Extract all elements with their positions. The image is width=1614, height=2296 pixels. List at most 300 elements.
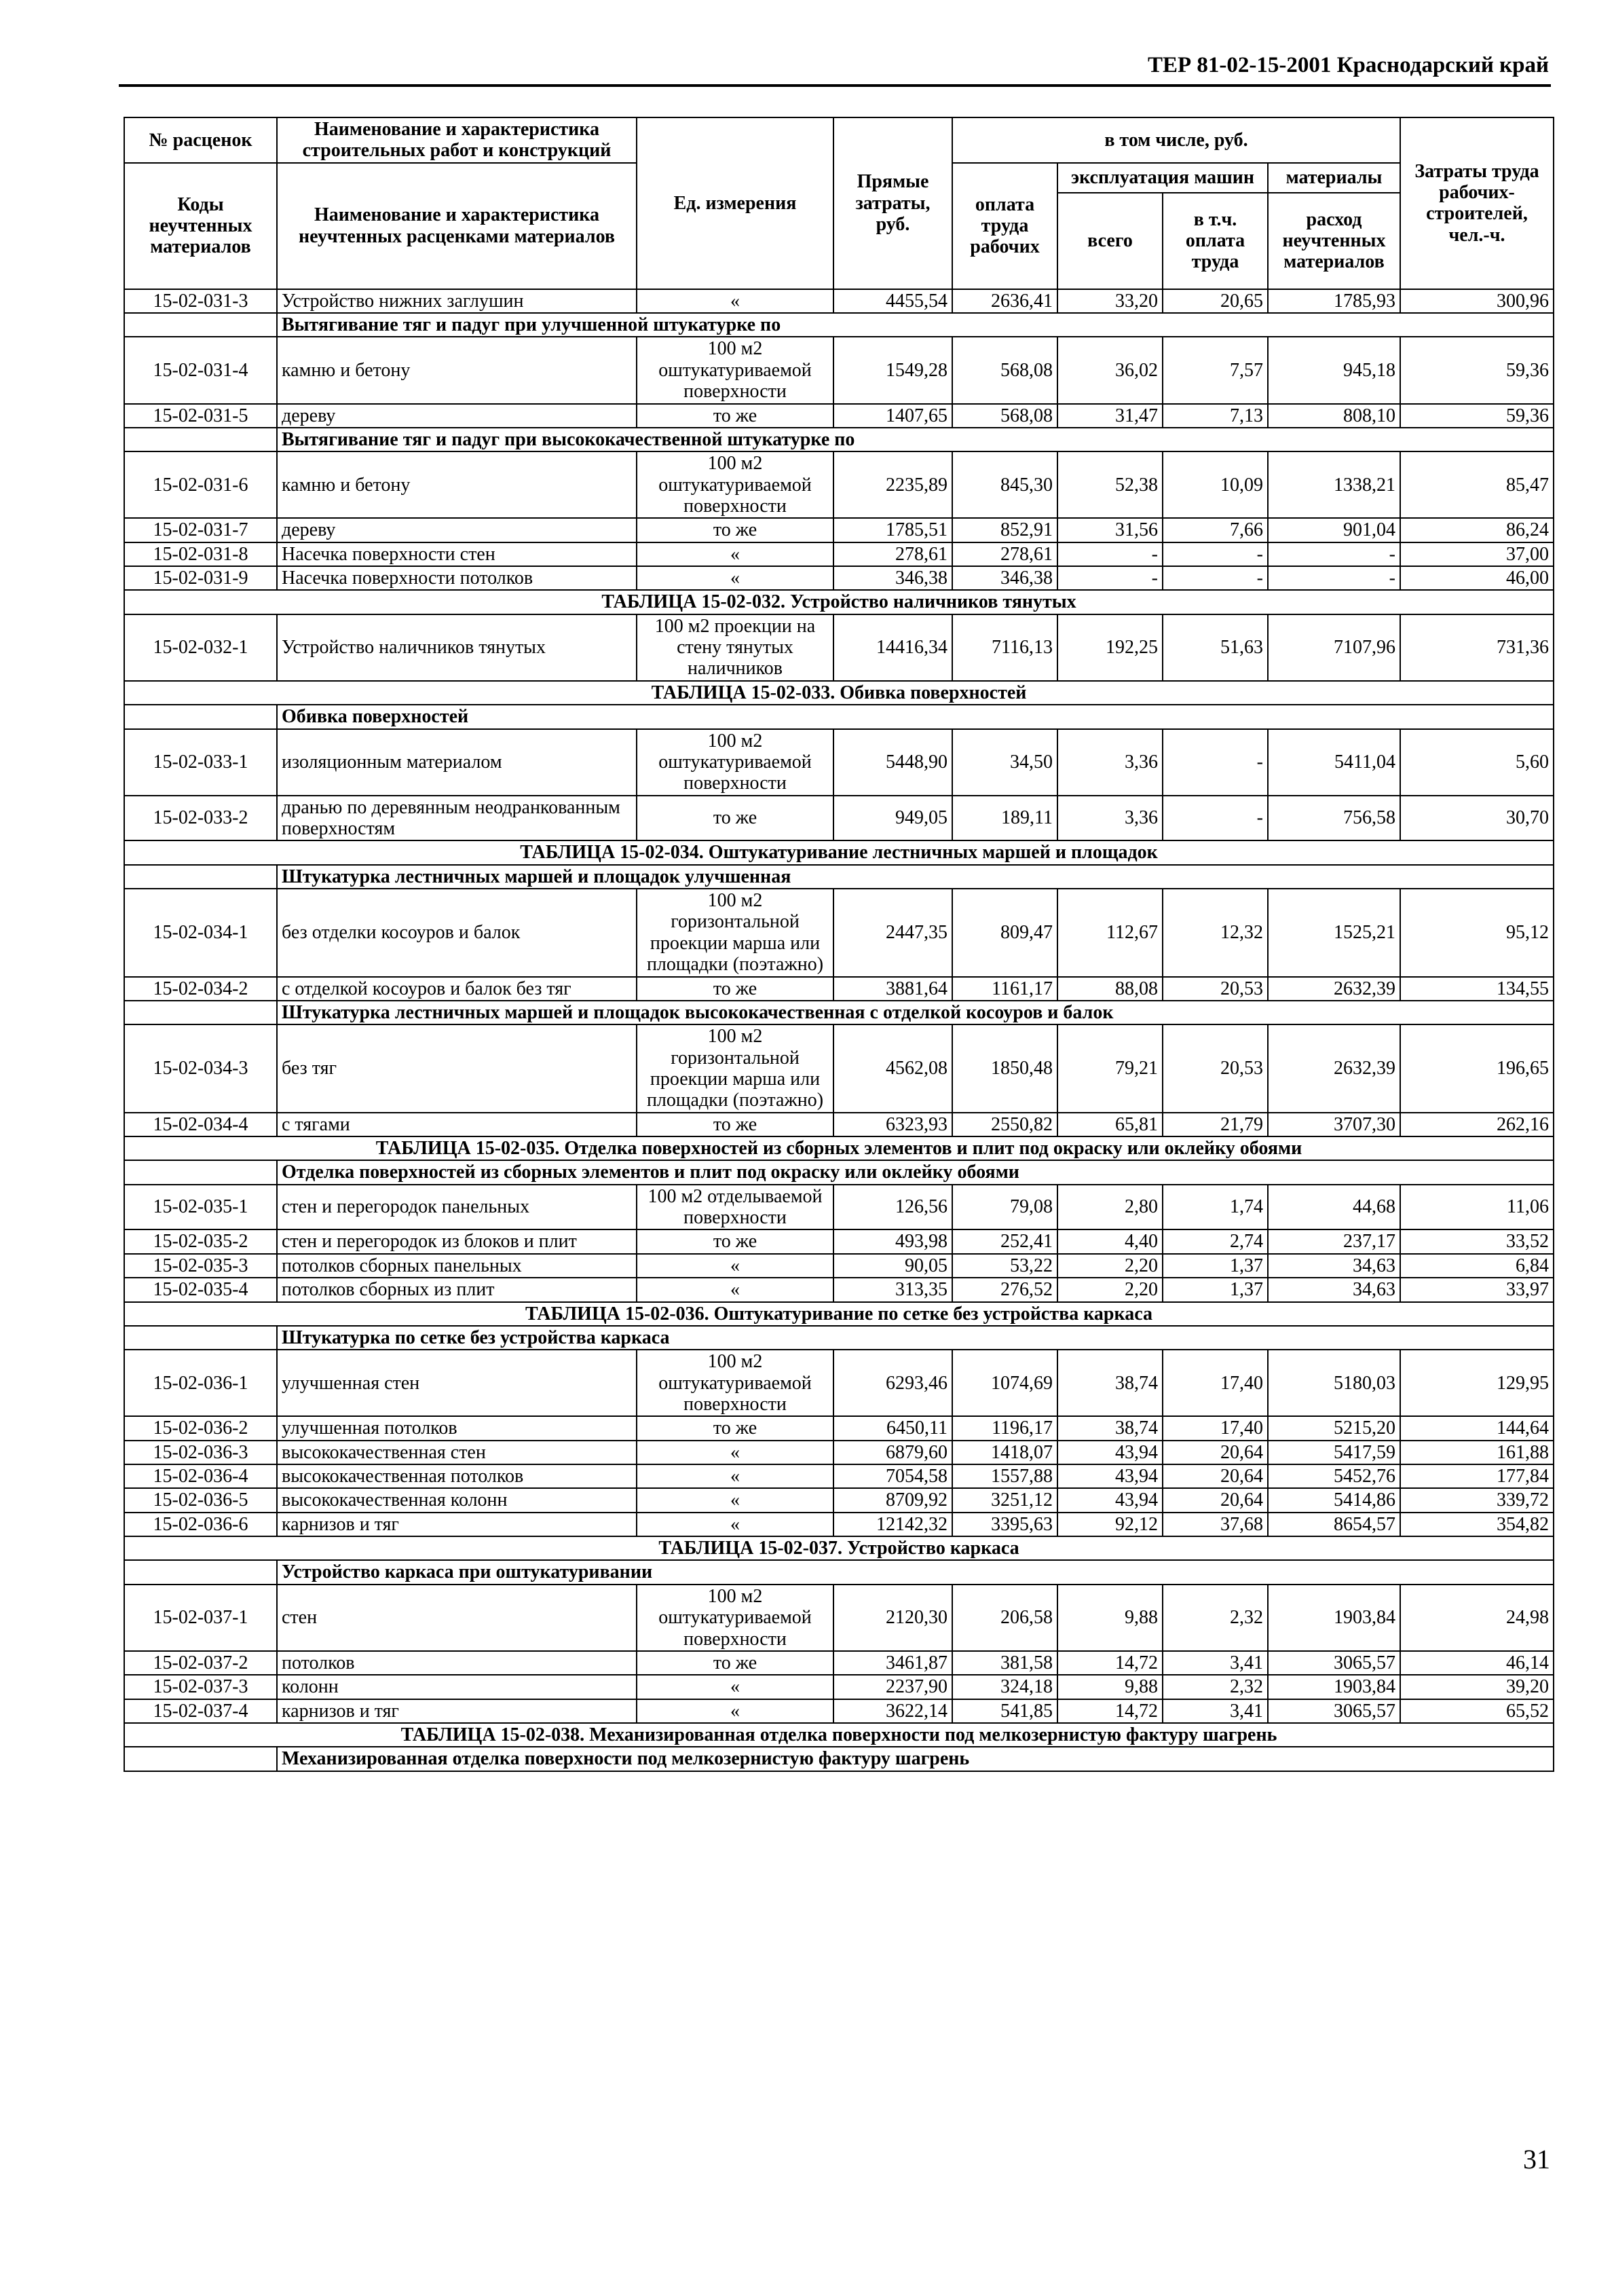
row-materials: - xyxy=(1268,566,1400,590)
row-machines-total: 92,12 xyxy=(1057,1513,1163,1536)
row-unit: 100 м2 горизонтальной проекции марша или площадки (поэтажно) xyxy=(637,1024,833,1112)
row-code: 15-02-036-6 xyxy=(124,1513,277,1536)
row-code: 15-02-031-4 xyxy=(124,337,277,403)
row-materials: 5411,04 xyxy=(1268,729,1400,796)
row-direct: 493,98 xyxy=(833,1229,952,1253)
group-code-cell xyxy=(124,705,277,728)
table-row xyxy=(124,404,1554,428)
row-machines-total: 3,36 xyxy=(1057,729,1163,796)
row-name: дереву xyxy=(277,404,637,428)
table-group-row xyxy=(124,1001,1554,1024)
row-machines-total: - xyxy=(1057,542,1163,566)
row-machines-labor: 2,32 xyxy=(1163,1675,1268,1699)
table-row xyxy=(124,1585,1554,1651)
row-machines-total: 112,67 xyxy=(1057,889,1163,976)
row-labor-cost: 86,24 xyxy=(1400,518,1554,542)
row-name: колонн xyxy=(277,1675,637,1699)
row-machines-labor: 7,13 xyxy=(1163,404,1268,428)
col-incl: в том числе, руб. xyxy=(952,117,1400,163)
group-code-cell xyxy=(124,1160,277,1184)
row-labor-cost: 24,98 xyxy=(1400,1585,1554,1651)
row-machines-labor: 7,57 xyxy=(1163,337,1268,403)
row-labor-cost: 262,16 xyxy=(1400,1113,1554,1136)
table-row xyxy=(124,518,1554,542)
row-machines-total: 31,47 xyxy=(1057,404,1163,428)
row-machines-total: 79,21 xyxy=(1057,1024,1163,1112)
table-row xyxy=(124,796,1554,841)
row-name: с отделкой косоуров и балок без тяг xyxy=(277,977,637,1001)
row-labor-pay: 541,85 xyxy=(952,1699,1057,1723)
group-code-cell xyxy=(124,1001,277,1024)
row-labor-cost: 196,65 xyxy=(1400,1024,1554,1112)
table-row xyxy=(124,1651,1554,1675)
row-direct: 2447,35 xyxy=(833,889,952,976)
col-name-bottom: Наименование и характеристика неучтенных расценками материалов xyxy=(277,163,637,289)
row-name: карнизов и тяг xyxy=(277,1699,637,1723)
row-machines-total: 43,94 xyxy=(1057,1464,1163,1488)
row-code: 15-02-034-2 xyxy=(124,977,277,1001)
row-direct: 313,35 xyxy=(833,1278,952,1301)
row-labor-cost: 37,00 xyxy=(1400,542,1554,566)
row-materials: 2632,39 xyxy=(1268,1024,1400,1112)
row-machines-labor: 2,74 xyxy=(1163,1229,1268,1253)
row-labor-pay: 1557,88 xyxy=(952,1464,1057,1488)
col-code-top: № расценок xyxy=(124,117,277,163)
row-machines-total: 2,20 xyxy=(1057,1254,1163,1278)
row-labor-cost: 339,72 xyxy=(1400,1488,1554,1512)
row-direct: 6450,11 xyxy=(833,1416,952,1440)
row-materials: 3065,57 xyxy=(1268,1651,1400,1675)
table-row xyxy=(124,614,1554,681)
row-direct: 90,05 xyxy=(833,1254,952,1278)
row-materials: 1338,21 xyxy=(1268,451,1400,518)
row-unit: 100 м2 оштукатуриваемой поверхности xyxy=(637,1350,833,1416)
table-section-title xyxy=(124,840,1554,864)
row-code: 15-02-036-1 xyxy=(124,1350,277,1416)
row-unit: « xyxy=(637,1513,833,1536)
row-labor-cost: 177,84 xyxy=(1400,1464,1554,1488)
row-name: стен и перегородок из блоков и плит xyxy=(277,1229,637,1253)
row-unit: « xyxy=(637,289,833,313)
group-code-cell xyxy=(124,428,277,451)
row-materials: 2632,39 xyxy=(1268,977,1400,1001)
row-name: дереву xyxy=(277,518,637,542)
row-direct: 7054,58 xyxy=(833,1464,952,1488)
row-machines-total: 43,94 xyxy=(1057,1488,1163,1512)
row-materials: - xyxy=(1268,542,1400,566)
col-unit: Ед. измерения xyxy=(637,117,833,289)
row-machines-labor: - xyxy=(1163,796,1268,841)
row-unit: « xyxy=(637,1699,833,1723)
table-group-row xyxy=(124,705,1554,728)
row-direct: 4562,08 xyxy=(833,1024,952,1112)
row-labor-pay: 1074,69 xyxy=(952,1350,1057,1416)
row-machines-total: 88,08 xyxy=(1057,977,1163,1001)
row-labor-pay: 809,47 xyxy=(952,889,1057,976)
row-machines-labor: 1,74 xyxy=(1163,1185,1268,1230)
row-machines-labor: - xyxy=(1163,542,1268,566)
row-name: улучшенная стен xyxy=(277,1350,637,1416)
row-code: 15-02-031-5 xyxy=(124,404,277,428)
row-unit: « xyxy=(637,1464,833,1488)
group-name: Вытягивание тяг и падуг при высококачественной штукатурке по xyxy=(277,428,1554,451)
table-row xyxy=(124,451,1554,518)
group-name: Штукатурка по сетке без устройства каркаса xyxy=(277,1326,1554,1350)
row-machines-total: 2,20 xyxy=(1057,1278,1163,1301)
row-labor-cost: 33,97 xyxy=(1400,1278,1554,1301)
table-row xyxy=(124,1675,1554,1699)
row-machines-total: 3,36 xyxy=(1057,796,1163,841)
row-unit: « xyxy=(637,542,833,566)
row-name: потолков сборных из плит xyxy=(277,1278,637,1301)
row-direct: 949,05 xyxy=(833,796,952,841)
row-materials: 1903,84 xyxy=(1268,1585,1400,1651)
row-labor-cost: 59,36 xyxy=(1400,404,1554,428)
table-group-row xyxy=(124,1326,1554,1350)
section-title: ТАБЛИЦА 15-02-034. Оштукатуривание лестничных маршей и площадок xyxy=(124,840,1554,864)
row-unit: 100 м2 оштукатуриваемой поверхности xyxy=(637,451,833,518)
row-unit: « xyxy=(637,1488,833,1512)
table-section-title xyxy=(124,1136,1554,1160)
row-labor-cost: 5,60 xyxy=(1400,729,1554,796)
row-direct: 6293,46 xyxy=(833,1350,952,1416)
row-labor-pay: 189,11 xyxy=(952,796,1057,841)
row-labor-cost: 39,20 xyxy=(1400,1675,1554,1699)
row-name: стен xyxy=(277,1585,637,1651)
price-table xyxy=(124,117,1554,1772)
row-unit: то же xyxy=(637,1651,833,1675)
row-machines-total: 43,94 xyxy=(1057,1441,1163,1464)
row-direct: 14416,34 xyxy=(833,614,952,681)
row-code: 15-02-031-8 xyxy=(124,542,277,566)
row-machines-labor: 1,37 xyxy=(1163,1254,1268,1278)
row-labor-pay: 845,30 xyxy=(952,451,1057,518)
row-code: 15-02-031-3 xyxy=(124,289,277,313)
row-labor-pay: 34,50 xyxy=(952,729,1057,796)
row-labor-pay: 79,08 xyxy=(952,1185,1057,1230)
col-machines: эксплуатация машин xyxy=(1057,163,1268,193)
row-name: дранью по деревянным неодранкованным поверхностям xyxy=(277,796,637,841)
row-machines-total: 14,72 xyxy=(1057,1699,1163,1723)
group-code-cell xyxy=(124,865,277,889)
table-section-title xyxy=(124,681,1554,705)
row-name: камню и бетону xyxy=(277,337,637,403)
table-group-row xyxy=(124,865,1554,889)
row-machines-labor: 21,79 xyxy=(1163,1113,1268,1136)
row-code: 15-02-034-4 xyxy=(124,1113,277,1136)
row-code: 15-02-036-3 xyxy=(124,1441,277,1464)
row-materials: 3065,57 xyxy=(1268,1699,1400,1723)
page-number: 31 xyxy=(1523,2144,1550,2174)
row-name: Насечка поверхности потолков xyxy=(277,566,637,590)
group-name: Вытягивание тяг и падуг при улучшенной штукатурке по xyxy=(277,313,1554,337)
col-machines-total: всего xyxy=(1057,193,1163,289)
row-materials: 1525,21 xyxy=(1268,889,1400,976)
row-code: 15-02-035-3 xyxy=(124,1254,277,1278)
row-labor-cost: 46,14 xyxy=(1400,1651,1554,1675)
table-section-title xyxy=(124,1723,1554,1747)
group-code-cell xyxy=(124,1747,277,1771)
row-direct: 5448,90 xyxy=(833,729,952,796)
row-labor-pay: 276,52 xyxy=(952,1278,1057,1301)
row-machines-total: 9,88 xyxy=(1057,1675,1163,1699)
row-direct: 12142,32 xyxy=(833,1513,952,1536)
row-direct: 1785,51 xyxy=(833,518,952,542)
row-materials: 5414,86 xyxy=(1268,1488,1400,1512)
row-direct: 6879,60 xyxy=(833,1441,952,1464)
row-materials: 5452,76 xyxy=(1268,1464,1400,1488)
row-name: высококачественная стен xyxy=(277,1441,637,1464)
row-direct: 8709,92 xyxy=(833,1488,952,1512)
row-labor-pay: 278,61 xyxy=(952,542,1057,566)
group-name: Отделка поверхностей из сборных элементов и плит под окраску или оклейку обоями xyxy=(277,1160,1554,1184)
row-direct: 2235,89 xyxy=(833,451,952,518)
row-materials: 901,04 xyxy=(1268,518,1400,542)
row-code: 15-02-035-2 xyxy=(124,1229,277,1253)
row-direct: 346,38 xyxy=(833,566,952,590)
row-name: без тяг xyxy=(277,1024,637,1112)
row-labor-pay: 53,22 xyxy=(952,1254,1057,1278)
row-materials: 237,17 xyxy=(1268,1229,1400,1253)
row-machines-labor: 17,40 xyxy=(1163,1350,1268,1416)
row-unit: 100 м2 проекции на стену тянутых наличников xyxy=(637,614,833,681)
row-materials: 1903,84 xyxy=(1268,1675,1400,1699)
row-labor-pay: 1161,17 xyxy=(952,977,1057,1001)
row-labor-cost: 354,82 xyxy=(1400,1513,1554,1536)
row-machines-total: 9,88 xyxy=(1057,1585,1163,1651)
row-code: 15-02-031-6 xyxy=(124,451,277,518)
group-name: Механизированная отделка поверхности под мелкозернистую фактуру шагрень xyxy=(277,1747,1554,1771)
row-labor-cost: 6,84 xyxy=(1400,1254,1554,1278)
row-materials: 34,63 xyxy=(1268,1254,1400,1278)
row-machines-total: 33,20 xyxy=(1057,289,1163,313)
row-code: 15-02-037-2 xyxy=(124,1651,277,1675)
row-labor-cost: 11,06 xyxy=(1400,1185,1554,1230)
row-labor-cost: 95,12 xyxy=(1400,889,1554,976)
table-row xyxy=(124,729,1554,796)
row-labor-pay: 852,91 xyxy=(952,518,1057,542)
row-labor-cost: 30,70 xyxy=(1400,796,1554,841)
row-machines-labor: 20,64 xyxy=(1163,1464,1268,1488)
row-materials: 1785,93 xyxy=(1268,289,1400,313)
row-name: высококачественная колонн xyxy=(277,1488,637,1512)
section-title: ТАБЛИЦА 15-02-033. Обивка поверхностей xyxy=(124,681,1554,705)
row-direct: 2120,30 xyxy=(833,1585,952,1651)
row-code: 15-02-032-1 xyxy=(124,614,277,681)
row-name: изоляционным материалом xyxy=(277,729,637,796)
row-name: Устройство наличников тянутых xyxy=(277,614,637,681)
row-labor-pay: 1196,17 xyxy=(952,1416,1057,1440)
table-group-row xyxy=(124,428,1554,451)
row-name: карнизов и тяг xyxy=(277,1513,637,1536)
col-materials: материалы xyxy=(1268,163,1400,193)
row-labor-pay: 1418,07 xyxy=(952,1441,1057,1464)
table-row xyxy=(124,977,1554,1001)
row-unit: то же xyxy=(637,796,833,841)
col-code-bottom: Коды неучтенных материалов xyxy=(124,163,277,289)
row-materials: 756,58 xyxy=(1268,796,1400,841)
row-labor-pay: 2636,41 xyxy=(952,289,1057,313)
row-materials: 5180,03 xyxy=(1268,1350,1400,1416)
table-group-row xyxy=(124,1160,1554,1184)
row-code: 15-02-037-4 xyxy=(124,1699,277,1723)
row-machines-labor: 20,64 xyxy=(1163,1441,1268,1464)
row-unit: 100 м2 отделываемой поверхности xyxy=(637,1185,833,1230)
row-machines-labor: 20,64 xyxy=(1163,1488,1268,1512)
row-name: потолков сборных панельных xyxy=(277,1254,637,1278)
table-group-row xyxy=(124,1560,1554,1584)
row-labor-cost: 59,36 xyxy=(1400,337,1554,403)
row-materials: 808,10 xyxy=(1268,404,1400,428)
table-row xyxy=(124,1488,1554,1512)
row-labor-pay: 3251,12 xyxy=(952,1488,1057,1512)
row-unit: 100 м2 оштукатуриваемой поверхности xyxy=(637,729,833,796)
row-materials: 5215,20 xyxy=(1268,1416,1400,1440)
table-section-title xyxy=(124,590,1554,614)
table-row xyxy=(124,1464,1554,1488)
row-machines-total: 192,25 xyxy=(1057,614,1163,681)
row-direct: 278,61 xyxy=(833,542,952,566)
row-machines-labor: 20,65 xyxy=(1163,289,1268,313)
row-machines-labor: 12,32 xyxy=(1163,889,1268,976)
row-unit: то же xyxy=(637,404,833,428)
row-code: 15-02-034-3 xyxy=(124,1024,277,1112)
row-direct: 6323,93 xyxy=(833,1113,952,1136)
row-name: камню и бетону xyxy=(277,451,637,518)
table-row xyxy=(124,1699,1554,1723)
row-unit: то же xyxy=(637,977,833,1001)
table-row xyxy=(124,289,1554,313)
row-machines-total: 65,81 xyxy=(1057,1113,1163,1136)
table-row xyxy=(124,1229,1554,1253)
table-row xyxy=(124,337,1554,403)
table-row xyxy=(124,1441,1554,1464)
table-header xyxy=(124,117,1554,289)
row-machines-total: 38,74 xyxy=(1057,1416,1163,1440)
row-direct: 1549,28 xyxy=(833,337,952,403)
row-machines-labor: - xyxy=(1163,566,1268,590)
row-labor-cost: 33,52 xyxy=(1400,1229,1554,1253)
row-code: 15-02-036-2 xyxy=(124,1416,277,1440)
table-row xyxy=(124,1185,1554,1230)
table-row xyxy=(124,1113,1554,1136)
row-machines-total: 4,40 xyxy=(1057,1229,1163,1253)
row-machines-labor: 17,40 xyxy=(1163,1416,1268,1440)
row-name: стен и перегородок панельных xyxy=(277,1185,637,1230)
table-section-title xyxy=(124,1302,1554,1326)
row-unit: то же xyxy=(637,1416,833,1440)
table-row xyxy=(124,889,1554,976)
row-labor-cost: 129,95 xyxy=(1400,1350,1554,1416)
row-unit: то же xyxy=(637,1229,833,1253)
col-name-top: Наименование и характеристика строительных работ и конструкций xyxy=(277,117,637,163)
row-code: 15-02-031-9 xyxy=(124,566,277,590)
row-materials: 945,18 xyxy=(1268,337,1400,403)
row-labor-cost: 46,00 xyxy=(1400,566,1554,590)
row-unit: « xyxy=(637,1254,833,1278)
row-labor-cost: 85,47 xyxy=(1400,451,1554,518)
col-labor-cost: Затраты труда рабочих-строителей, чел.-ч. xyxy=(1400,117,1554,289)
row-labor-pay: 3395,63 xyxy=(952,1513,1057,1536)
col-direct: Прямые затраты, руб. xyxy=(833,117,952,289)
row-labor-cost: 134,55 xyxy=(1400,977,1554,1001)
row-machines-labor: 3,41 xyxy=(1163,1699,1268,1723)
col-labor-pay: оплата труда рабочих xyxy=(952,163,1057,289)
table-row xyxy=(124,1513,1554,1536)
row-unit: 100 м2 оштукатуриваемой поверхности xyxy=(637,1585,833,1651)
table-section-title xyxy=(124,1536,1554,1560)
row-machines-labor: 2,32 xyxy=(1163,1585,1268,1651)
row-machines-total: - xyxy=(1057,566,1163,590)
row-labor-cost: 300,96 xyxy=(1400,289,1554,313)
row-direct: 3461,87 xyxy=(833,1651,952,1675)
row-labor-cost: 161,88 xyxy=(1400,1441,1554,1464)
group-name: Устройство каркаса при оштукатуривании xyxy=(277,1560,1554,1584)
row-materials: 44,68 xyxy=(1268,1185,1400,1230)
row-machines-labor: 20,53 xyxy=(1163,977,1268,1001)
group-name: Штукатурка лестничных маршей и площадок улучшенная xyxy=(277,865,1554,889)
row-materials: 8654,57 xyxy=(1268,1513,1400,1536)
row-machines-labor: 20,53 xyxy=(1163,1024,1268,1112)
row-unit: « xyxy=(637,566,833,590)
table-row xyxy=(124,1024,1554,1112)
row-labor-cost: 144,64 xyxy=(1400,1416,1554,1440)
row-machines-labor: 37,68 xyxy=(1163,1513,1268,1536)
table-row xyxy=(124,1350,1554,1416)
row-name: Устройство нижних заглушин xyxy=(277,289,637,313)
row-materials: 3707,30 xyxy=(1268,1113,1400,1136)
group-name: Обивка поверхностей xyxy=(277,705,1554,728)
row-code: 15-02-033-1 xyxy=(124,729,277,796)
row-name: высококачественная потолков xyxy=(277,1464,637,1488)
row-labor-pay: 568,08 xyxy=(952,404,1057,428)
row-unit: то же xyxy=(637,1113,833,1136)
row-labor-pay: 1850,48 xyxy=(952,1024,1057,1112)
row-labor-pay: 2550,82 xyxy=(952,1113,1057,1136)
row-labor-cost: 65,52 xyxy=(1400,1699,1554,1723)
row-machines-total: 52,38 xyxy=(1057,451,1163,518)
section-title: ТАБЛИЦА 15-02-037. Устройство каркаса xyxy=(124,1536,1554,1560)
row-labor-pay: 568,08 xyxy=(952,337,1057,403)
row-code: 15-02-031-7 xyxy=(124,518,277,542)
row-unit: « xyxy=(637,1278,833,1301)
section-title: ТАБЛИЦА 15-02-032. Устройство наличников тянутых xyxy=(124,590,1554,614)
row-labor-pay: 346,38 xyxy=(952,566,1057,590)
row-labor-cost: 731,36 xyxy=(1400,614,1554,681)
row-materials: 7107,96 xyxy=(1268,614,1400,681)
row-machines-total: 38,74 xyxy=(1057,1350,1163,1416)
section-title: ТАБЛИЦА 15-02-038. Механизированная отделка поверхности под мелкозернистую фактуру шагрень xyxy=(124,1723,1554,1747)
row-code: 15-02-033-2 xyxy=(124,796,277,841)
row-materials: 5417,59 xyxy=(1268,1441,1400,1464)
row-machines-labor: 3,41 xyxy=(1163,1651,1268,1675)
table-row xyxy=(124,542,1554,566)
row-labor-pay: 7116,13 xyxy=(952,614,1057,681)
row-machines-labor: 10,09 xyxy=(1163,451,1268,518)
page-header: ТЕР 81-02-15-2001 Краснодарский край xyxy=(1147,53,1549,77)
row-code: 15-02-037-1 xyxy=(124,1585,277,1651)
row-machines-labor: - xyxy=(1163,729,1268,796)
section-title: ТАБЛИЦА 15-02-035. Отделка поверхностей из сборных элементов и плит под окраску или оклейку обоями xyxy=(124,1136,1554,1160)
row-code: 15-02-035-1 xyxy=(124,1185,277,1230)
table-row xyxy=(124,1278,1554,1301)
row-direct: 1407,65 xyxy=(833,404,952,428)
row-code: 15-02-037-3 xyxy=(124,1675,277,1699)
row-unit: 100 м2 горизонтальной проекции марша или площадки (поэтажно) xyxy=(637,889,833,976)
table-row xyxy=(124,566,1554,590)
row-labor-pay: 324,18 xyxy=(952,1675,1057,1699)
row-materials: 34,63 xyxy=(1268,1278,1400,1301)
